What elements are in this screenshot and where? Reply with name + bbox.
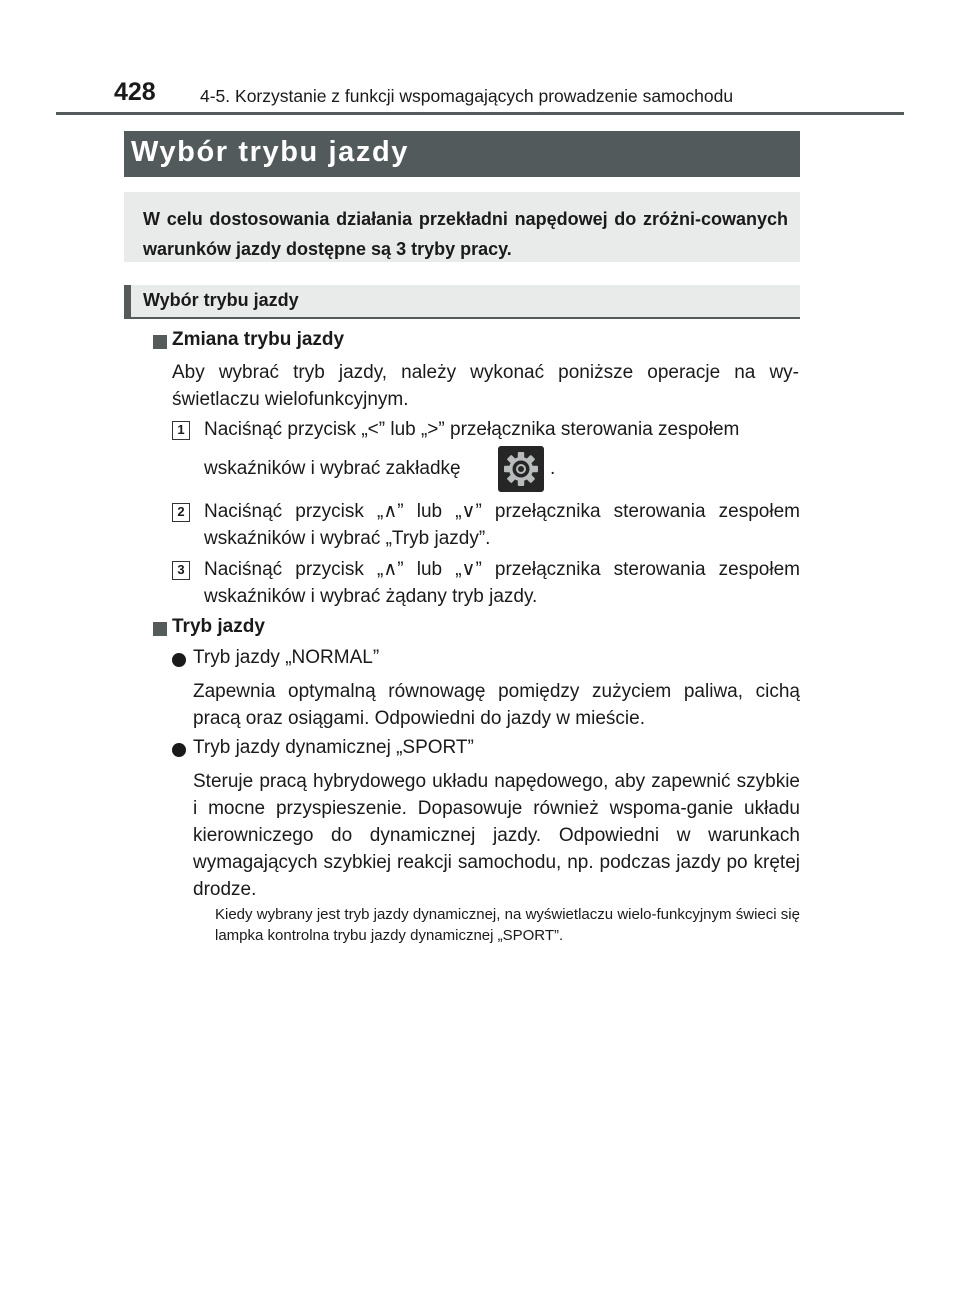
intro-text: W celu dostosowania działania przekładni napędowej do zróżni-cowanych warunków jazdy dostępne są 3 tryby pracy. [143, 209, 788, 259]
drive-modes-heading: Tryb jazdy [172, 616, 265, 637]
bullet-dot-icon [172, 653, 186, 667]
subsection-accent [124, 285, 131, 318]
square-bullet-icon [153, 622, 167, 636]
bullet-dot-icon [172, 743, 186, 757]
mode-sport-title: Tryb jazdy dynamicznej „SPORT” [193, 737, 474, 758]
step-1-line2: wskaźników i wybrać zakładkę [204, 458, 461, 479]
step-number-2: 2 [172, 503, 190, 522]
mode-normal-title: Tryb jazdy „NORMAL” [193, 647, 380, 668]
step-2-text: Naciśnąć przycisk „∧” lub „∨” przełącznika sterowania zespołem wskaźników i wybrać „Tryb jazdy”. [204, 501, 800, 549]
subsection-rule [124, 317, 800, 319]
mode-normal-description: Zapewnia optymalną równowagę pomiędzy zużyciem paliwa, cichą pracą oraz osiągami. Odpowiedni do jazdy w mieście. [193, 681, 800, 729]
mode-sport-description: Steruje pracą hybrydowego układu napędowego, aby zapewnić szybkie i mocne przyspieszenie. Dopasowuje również wspoma-ganie układu kierowniczego do dynamicznej jazdy. Odpowiedni w warunkach wymagających szybkiej reakcji samochodu, np. podczas jazdy po krętej drodze. [193, 771, 800, 900]
square-bullet-icon [153, 335, 167, 349]
sport-note: Kiedy wybrany jest tryb jazdy dynamicznej, na wyświetlaczu wielo-funkcyjnym świeci się lampka kontrolna trybu jazdy dynamicznej „SPORT”. [215, 906, 800, 944]
chapter-title: 4-5. Korzystanie z funkcji wspomagających prowadzenie samochodu [200, 86, 734, 106]
section-title: Wybór trybu jazdy [131, 136, 410, 168]
gear-icon [498, 446, 544, 492]
change-mode-intro: Aby wybrać tryb jazdy, należy wykonać poniższe operacje na wy-świetlaczu wielofunkcyjnym. [172, 362, 799, 410]
step-number-3: 3 [172, 561, 190, 580]
step-1-line1: Naciśnąć przycisk „<” lub „>” przełącznika sterowania zespołem [204, 419, 740, 440]
header-rule [56, 112, 904, 115]
step-3-text: Naciśnąć przycisk „∧” lub „∨” przełącznika sterowania zespołem wskaźników i wybrać żądany tryb jazdy. [204, 559, 800, 607]
subsection-title: Wybór trybu jazdy [143, 290, 299, 310]
change-mode-heading: Zmiana trybu jazdy [172, 329, 345, 350]
step-1-line2-end: . [550, 458, 556, 479]
page-number: 428 [114, 78, 156, 106]
step-number-1: 1 [172, 421, 190, 440]
